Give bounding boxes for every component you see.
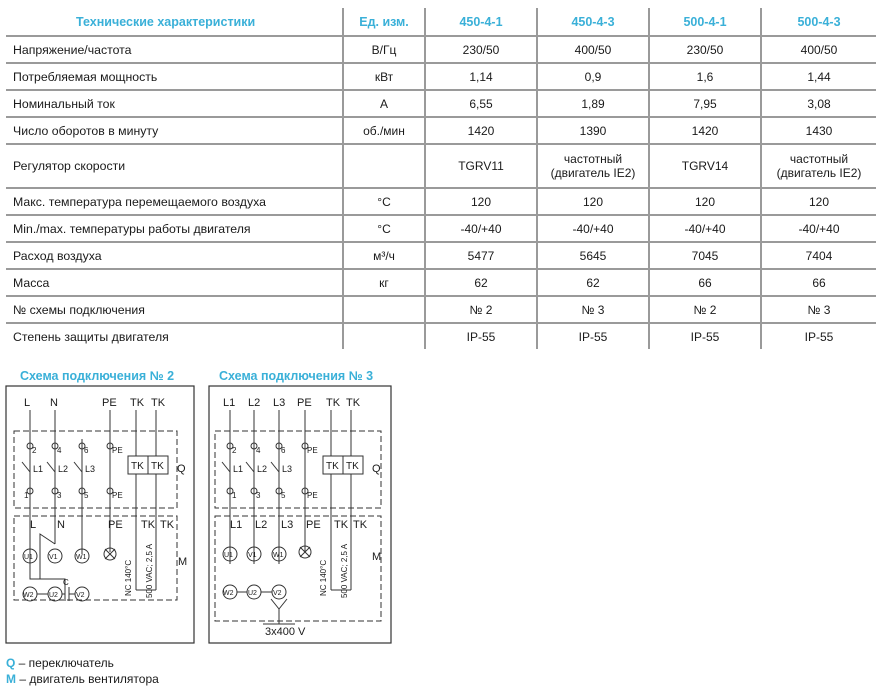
svg-text:V2: V2 [76, 592, 85, 599]
row-value: 6,55 [426, 91, 538, 118]
row-unit [342, 145, 426, 189]
svg-text:TK: TK [334, 519, 349, 531]
row-value: 62 [426, 270, 538, 297]
row-value: 400/50 [538, 37, 650, 64]
svg-text:TK: TK [326, 461, 339, 472]
row-value: № 2 [650, 297, 762, 324]
legend-m: M – двигатель вентилятора [6, 672, 159, 686]
svg-text:TK: TK [160, 519, 175, 531]
s3-rating: 500 VAC; 2,5 A [340, 543, 349, 598]
svg-text:TK: TK [353, 519, 368, 531]
row-value: 66 [650, 270, 762, 297]
row-value: 1,89 [538, 91, 650, 118]
row-name: Min./max. температуры работы двигателя [6, 216, 342, 243]
row-value: -40/+40 [762, 216, 876, 243]
row-value: IP-55 [426, 324, 538, 349]
s2-label-TK1: TK [130, 397, 145, 409]
svg-text:1: 1 [24, 491, 29, 500]
row-value: 0,9 [538, 64, 650, 91]
row-unit: °C [342, 216, 426, 243]
row-value: 1,44 [762, 64, 876, 91]
table-header-row [6, 8, 876, 37]
svg-text:L2: L2 [257, 464, 268, 474]
svg-text:PE: PE [112, 491, 123, 500]
table-row [6, 145, 876, 189]
row-value: 1420 [426, 118, 538, 145]
row-value: 1420 [650, 118, 762, 145]
header-characteristics: Технические характеристики [6, 8, 342, 37]
row-value: 120 [538, 189, 650, 216]
svg-text:W2: W2 [23, 592, 34, 599]
row-value: частотный (двигатель IE2) [762, 145, 876, 189]
row-value: 120 [650, 189, 762, 216]
svg-text:TK: TK [326, 397, 341, 409]
s2-label-N: N [50, 397, 58, 409]
svg-text:W1: W1 [76, 554, 87, 561]
row-name: Число оборотов в минуту [6, 118, 342, 145]
row-value: TGRV14 [650, 145, 762, 189]
row-value: TGRV11 [426, 145, 538, 189]
svg-text:U2: U2 [49, 592, 58, 599]
s3-thermal: NC 140°C [319, 559, 328, 596]
s2-m-label: M [178, 556, 188, 568]
svg-text:U1: U1 [224, 552, 233, 559]
svg-text:V2: V2 [273, 590, 282, 597]
row-value: 3,08 [762, 91, 876, 118]
svg-text:C: C [63, 578, 69, 587]
svg-text:4: 4 [57, 446, 62, 455]
row-value: № 2 [426, 297, 538, 324]
row-unit: °C [342, 189, 426, 216]
s2-rating: 500 VAC; 2,5 A [145, 543, 154, 598]
svg-text:U2: U2 [248, 590, 257, 597]
header-model-1: 450-4-1 [426, 8, 538, 37]
row-value: IP-55 [804, 329, 834, 344]
svg-text:V1: V1 [49, 554, 58, 561]
svg-text:L3: L3 [273, 397, 286, 409]
svg-text:L2: L2 [255, 519, 268, 531]
row-value: № 3 [538, 297, 650, 324]
header-model-2: 450-4-3 [538, 8, 650, 37]
table-row [6, 216, 876, 243]
svg-text:6: 6 [281, 446, 286, 455]
svg-text:PE: PE [307, 446, 318, 455]
legend-q: Q – переключатель [6, 656, 114, 670]
svg-text:3: 3 [256, 491, 261, 500]
row-unit: кг [342, 270, 426, 297]
svg-text:L1: L1 [230, 519, 243, 531]
svg-text:L1: L1 [223, 397, 236, 409]
row-value: 1390 [538, 118, 650, 145]
svg-text:PE: PE [108, 519, 123, 531]
table-row [6, 243, 876, 270]
svg-text:5: 5 [84, 491, 89, 500]
svg-text:U1: U1 [24, 554, 33, 561]
row-value: 230/50 [426, 37, 538, 64]
s3-m-label: M [372, 551, 382, 563]
row-unit [342, 324, 426, 349]
row-value: № 3 [762, 297, 876, 324]
svg-text:2: 2 [32, 446, 37, 455]
header-unit: Ед. изм. [342, 8, 426, 37]
s2-q-label: Q [177, 463, 186, 475]
table-row [6, 189, 876, 216]
table-row [6, 297, 876, 324]
row-unit: кВт [342, 64, 426, 91]
row-name: Номинальный ток [6, 91, 342, 118]
row-unit: об./мин [342, 118, 426, 145]
row-name: № схемы подключения [6, 297, 342, 324]
schema2-diagram [0, 384, 200, 646]
row-value: 5477 [426, 243, 538, 270]
s2-label-L: L [24, 397, 31, 409]
row-value: 1,6 [650, 64, 762, 91]
table-row [6, 118, 876, 145]
svg-text:6: 6 [84, 446, 89, 455]
svg-text:L3: L3 [85, 464, 96, 474]
header-model-4: 500-4-3 [762, 8, 876, 37]
svg-text:TK: TK [131, 461, 144, 472]
row-value: 400/50 [762, 37, 876, 64]
svg-text:PE: PE [307, 491, 318, 500]
row-unit [342, 297, 426, 324]
svg-text:TK: TK [346, 461, 359, 472]
s3-supply: 3x400 V [265, 626, 306, 638]
table-row [6, 37, 876, 64]
svg-text:4: 4 [256, 446, 261, 455]
row-unit: В/Гц [342, 37, 426, 64]
row-unit: м³/ч [342, 243, 426, 270]
s2-label-PE: PE [102, 397, 117, 409]
svg-text:TK: TK [346, 397, 361, 409]
row-value: 5645 [538, 243, 650, 270]
svg-text:L1: L1 [233, 464, 244, 474]
s2-thermal: NC 140°C [124, 559, 133, 596]
svg-text:PE: PE [297, 397, 312, 409]
svg-text:L3: L3 [282, 464, 293, 474]
row-name: Масса [6, 270, 342, 297]
s2-label-TK2: TK [151, 397, 166, 409]
schema3-title: Схема подключения № 3 [219, 369, 374, 383]
table-row [6, 91, 876, 118]
row-value: -40/+40 [650, 216, 762, 243]
svg-text:W1: W1 [273, 552, 284, 559]
row-name: Напряжение/частота [6, 37, 342, 64]
table-row [6, 270, 876, 297]
s3-q-label: Q [372, 463, 381, 475]
row-value: -40/+40 [426, 216, 538, 243]
row-unit: А [342, 91, 426, 118]
svg-text:L: L [30, 519, 37, 531]
svg-text:L2: L2 [248, 397, 261, 409]
row-value: 1,14 [426, 64, 538, 91]
specs-table [6, 8, 876, 349]
row-value: 66 [762, 270, 876, 297]
table-row [6, 64, 876, 91]
schema2-title: Схема подключения № 2 [20, 369, 175, 383]
svg-text:PE: PE [112, 446, 123, 455]
row-name: Макс. температура перемещаемого воздуха [6, 189, 342, 216]
header-model-3: 500-4-1 [650, 8, 762, 37]
row-name: Регулятор скорости [6, 145, 342, 189]
row-name: Потребляемая мощность [6, 64, 342, 91]
svg-text:3: 3 [57, 491, 62, 500]
svg-text:2: 2 [232, 446, 237, 455]
row-value: -40/+40 [538, 216, 650, 243]
row-name: Степень защиты двигателя [13, 329, 169, 344]
row-value: 7,95 [650, 91, 762, 118]
row-value: 7045 [650, 243, 762, 270]
svg-text:N: N [57, 519, 65, 531]
svg-text:TK: TK [151, 461, 164, 472]
svg-text:TK: TK [141, 519, 156, 531]
row-value: 1430 [762, 118, 876, 145]
row-value: 62 [538, 270, 650, 297]
svg-text:L3: L3 [281, 519, 294, 531]
row-value: IP-55 [538, 324, 650, 349]
table-row [6, 324, 876, 349]
svg-text:V1: V1 [248, 552, 257, 559]
row-value: 120 [762, 189, 876, 216]
row-value: 7404 [762, 243, 876, 270]
svg-text:W2: W2 [223, 590, 234, 597]
row-value: 120 [426, 189, 538, 216]
svg-text:L1: L1 [33, 464, 44, 474]
row-name: Расход воздуха [6, 243, 342, 270]
svg-text:1: 1 [232, 491, 237, 500]
row-value: IP-55 [650, 324, 762, 349]
row-value: частотный (двигатель IE2) [538, 145, 650, 189]
svg-text:5: 5 [281, 491, 286, 500]
svg-text:PE: PE [306, 519, 321, 531]
row-value: 230/50 [650, 37, 762, 64]
svg-text:L2: L2 [58, 464, 69, 474]
schema3-diagram [205, 384, 395, 646]
